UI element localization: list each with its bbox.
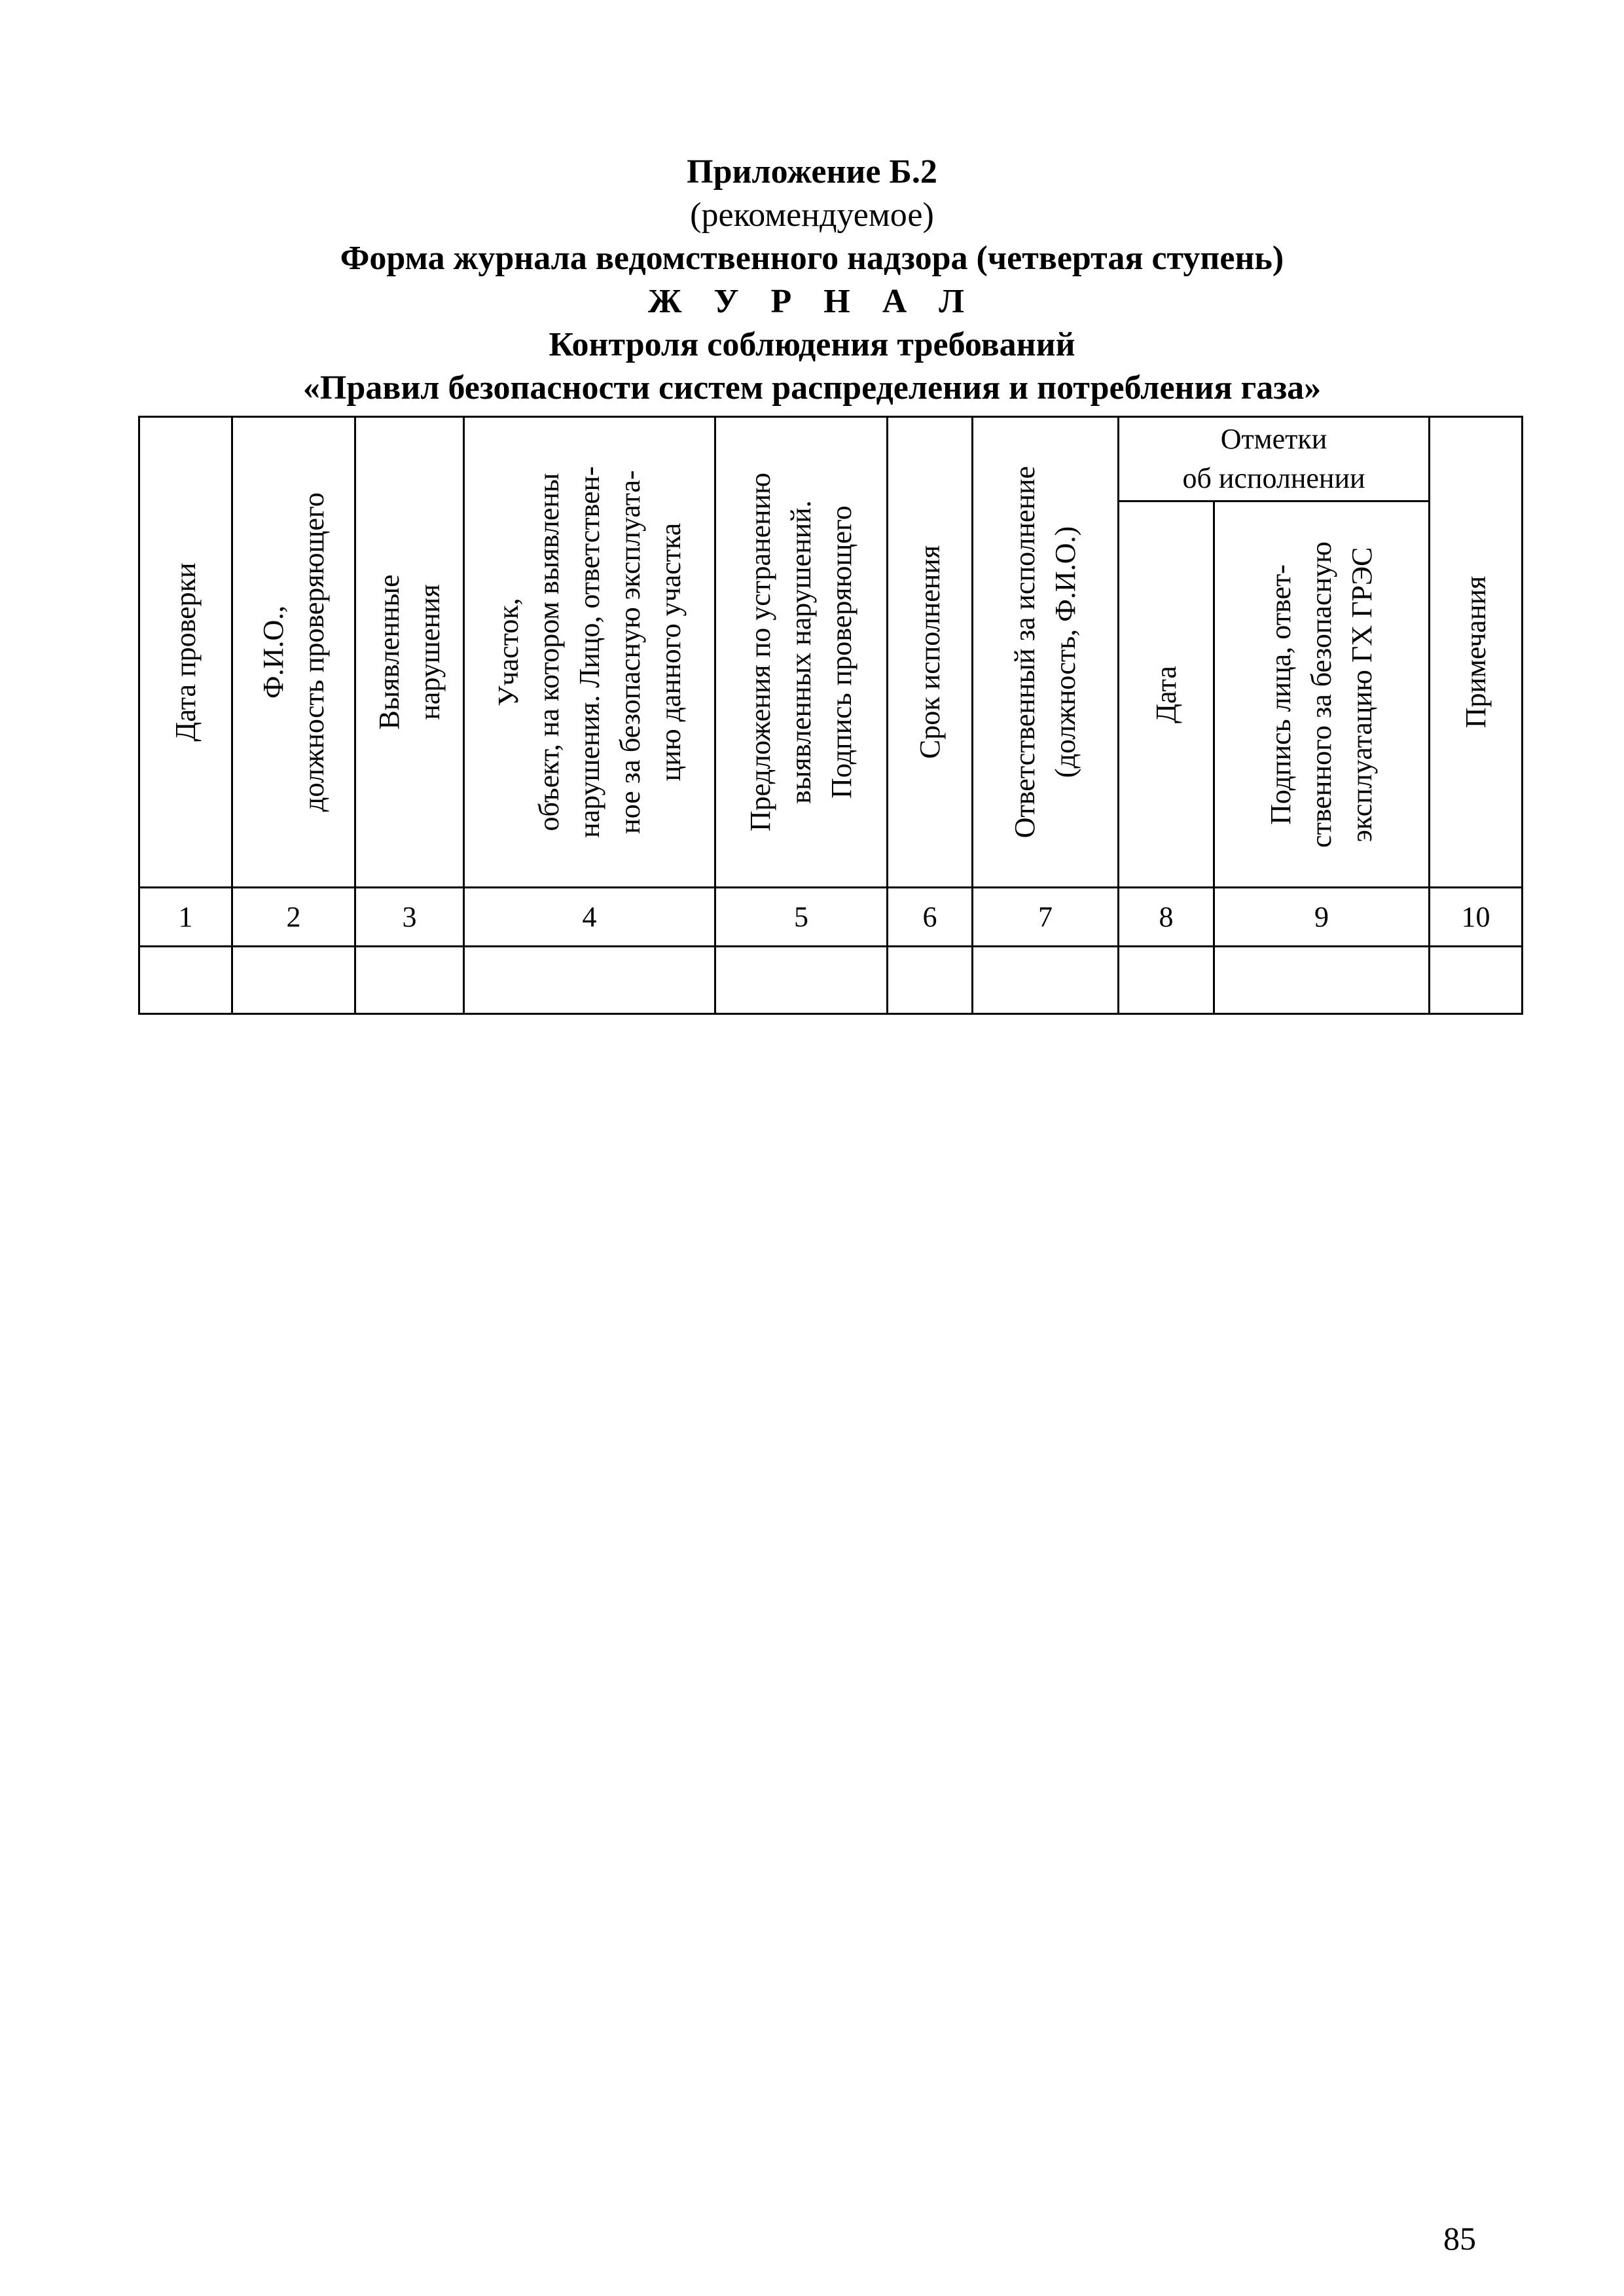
- appendix-subtitle: (рекомендуемое): [690, 196, 934, 234]
- column-number: 7: [971, 886, 1119, 947]
- column-header-label: Дата проверки: [169, 562, 202, 742]
- column-header-site: [463, 416, 716, 888]
- column-number: 6: [886, 886, 973, 947]
- column-number: 3: [354, 886, 465, 947]
- column-header-label: Предложения по устранению выявленных нарушений. Подпись проверяющего: [744, 472, 857, 832]
- column-header-label: Примечания: [1459, 575, 1492, 729]
- column-header-label: Срок исполнения: [913, 545, 946, 759]
- table-cell-empty: [1213, 945, 1430, 1015]
- column-header-check-date: [138, 416, 233, 888]
- journal-title: Ж У Р Н А Л: [647, 283, 977, 320]
- group-header-label: Отметки об исполнении: [1182, 423, 1365, 494]
- column-header-notes: [1428, 416, 1523, 888]
- table-cell-empty: [714, 945, 888, 1015]
- column-number: 8: [1117, 886, 1215, 947]
- table-cell-empty: [1428, 945, 1523, 1015]
- column-header-label: Подпись лица, ответ- ственного за безопасную эксплуатацию ГХ ГРЭС: [1265, 541, 1378, 848]
- column-header-signature: [1213, 500, 1430, 888]
- form-title: Форма журнала ведомственного надзора (четвертая ступень): [340, 240, 1284, 277]
- column-header-label: Дата: [1149, 665, 1182, 723]
- document-header: [0, 151, 1624, 410]
- control-line: Контроля соблюдения требований: [549, 326, 1075, 363]
- column-number: 10: [1428, 886, 1523, 947]
- table-cell-empty: [886, 945, 973, 1015]
- rules-line: «Правил безопасности систем распределения и потребления газа»: [302, 369, 1322, 407]
- table-cell-empty: [231, 945, 356, 1015]
- column-number: 1: [138, 886, 233, 947]
- column-header-proposals: [714, 416, 888, 888]
- column-header-responsible: [971, 416, 1119, 888]
- column-number: 4: [463, 886, 716, 947]
- table-cell-empty: [138, 945, 233, 1015]
- journal-table: [138, 416, 1510, 1015]
- column-header-label: Участок, объект, на котором выявлены нарушения. Лицо, ответствен- ное за безопасную эксплуата- цию данного участка: [492, 466, 687, 838]
- column-number: 2: [231, 886, 356, 947]
- column-header-violations: [354, 416, 465, 888]
- column-header-inspector: [231, 416, 356, 888]
- table-cell-empty: [463, 945, 716, 1015]
- appendix-title: Приложение Б.2: [687, 153, 937, 191]
- column-header-mark-date: [1117, 500, 1215, 888]
- table-cell-empty: [354, 945, 465, 1015]
- table-cell-empty: [1117, 945, 1215, 1015]
- page-number: 85: [1443, 2220, 1476, 2257]
- column-header-deadline: [886, 416, 973, 888]
- column-header-label: Ф.И.О., должность проверяющего: [257, 492, 330, 812]
- column-header-label: Ответственный за исполнение (должность, Ф.И.О.): [1009, 465, 1081, 839]
- column-number: 9: [1213, 886, 1430, 947]
- column-header-execution-marks: [1117, 416, 1430, 502]
- table-cell-empty: [971, 945, 1119, 1015]
- column-header-label: Выявленные нарушения: [372, 574, 446, 730]
- column-number: 5: [714, 886, 888, 947]
